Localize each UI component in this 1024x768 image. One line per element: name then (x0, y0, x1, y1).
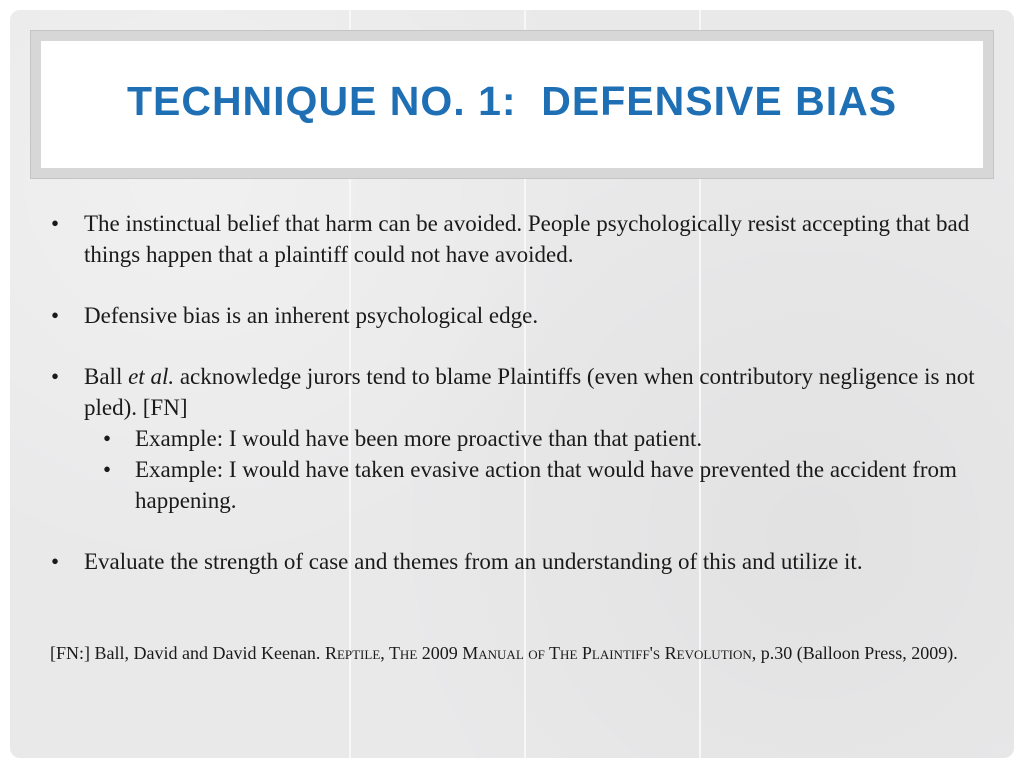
bullet-text: Evaluate the strength of case and themes from an understanding of this and utilize it. (84, 549, 863, 574)
bullet-item (50, 208, 980, 270)
slide-title: TECHNIQUE NO. 1: DEFENSIVE BIAS (126, 78, 898, 124)
bullet-text: acknowledge jurors tend to blame Plaintiffs (even when contributory negligence is not pled). [FN] (84, 364, 975, 420)
bullet-text: Ball (84, 364, 129, 389)
footnote-work-title: Reptile, The 2009 Manual of The Plaintiff's Revolution (324, 643, 752, 663)
bullet-dot: • (51, 211, 60, 236)
bullet-text: Defensive bias is an inherent psychological edge. (84, 303, 539, 328)
bullet-item (50, 300, 980, 331)
footnote-suffix: , p.30 (Balloon Press, 2009). (751, 643, 958, 663)
title-box (41, 41, 983, 168)
bullet-dot: • (51, 364, 60, 389)
bullet-item (50, 546, 980, 577)
bullet-item (50, 361, 980, 423)
sub-bullet-text: Example: I would have taken evasive action that would have prevented the accident from happening. (135, 457, 957, 513)
sub-bullet-text: Example: I would have been more proactive than that patient. (135, 426, 703, 451)
title-frame (30, 30, 994, 179)
bullet-list (50, 208, 980, 577)
bullet-dot: • (103, 457, 112, 482)
footnote (50, 640, 980, 666)
sub-bullet-item (50, 423, 980, 454)
bullet-text: The instinctual belief that harm can be avoided. People psychologically resist accepting that bad things happen that a plaintiff could not have avoided. (84, 211, 970, 267)
bullet-dot: • (51, 303, 60, 328)
bullet-dot: • (51, 549, 60, 574)
bullet-dot: • (103, 426, 112, 451)
bullet-text-italic: et al. (128, 364, 175, 389)
sub-bullet-item (50, 454, 980, 516)
footnote-prefix: [FN:] Ball, David and David Keenan. (50, 643, 325, 663)
